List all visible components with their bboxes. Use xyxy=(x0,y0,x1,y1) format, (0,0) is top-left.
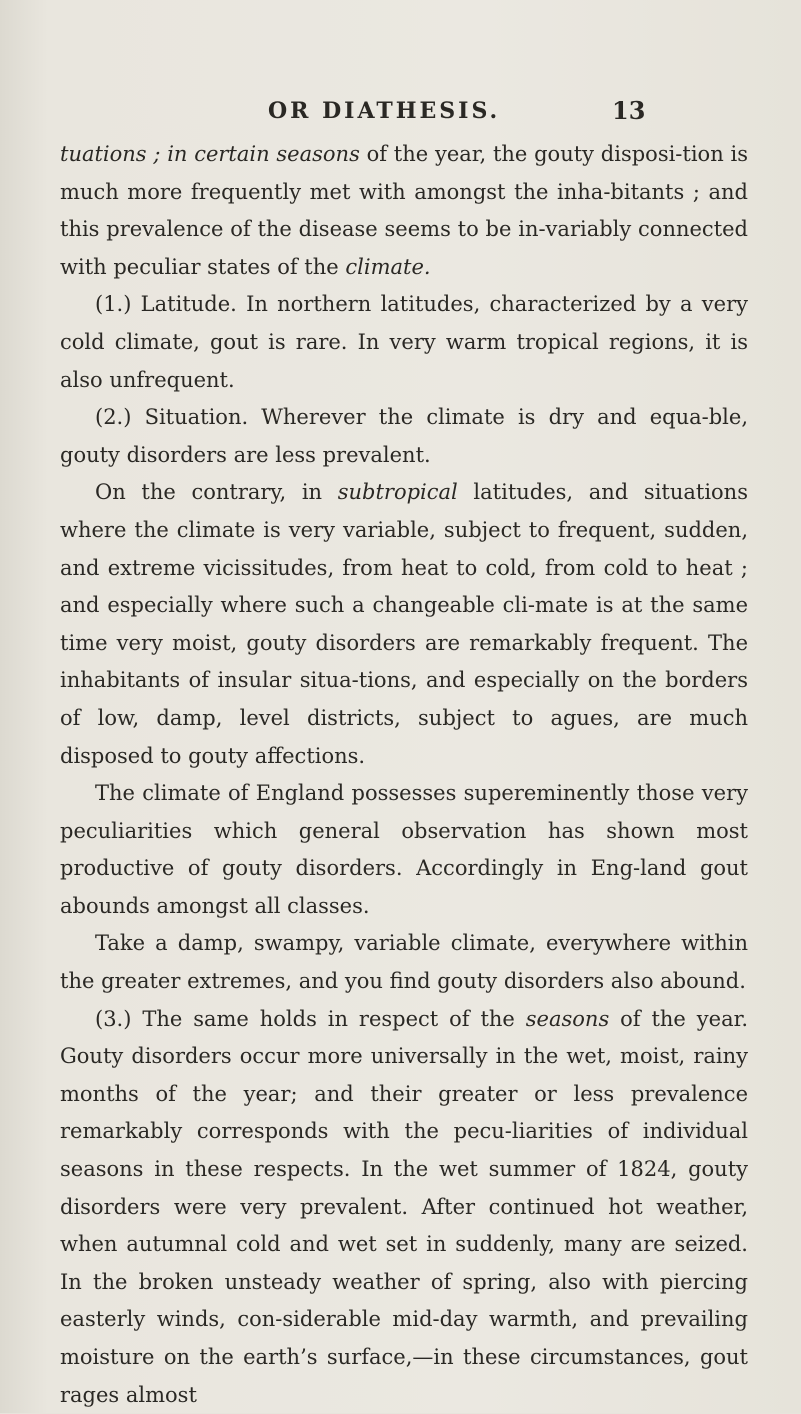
text-run: (2.) Situation. Wherever the climate is dry and equa-ble, gouty disorders are less prevalent. xyxy=(60,405,748,467)
paragraph-6 xyxy=(60,925,748,1000)
italic-text: climate. xyxy=(345,254,431,279)
text-run: On the contrary, in xyxy=(95,480,338,505)
body-text xyxy=(60,136,748,1414)
text-run: Take a damp, swampy, variable climate, everywhere within the greater extremes, and you find gouty disorders also abound. xyxy=(60,931,748,994)
paragraph-5 xyxy=(60,775,748,925)
paragraph-1 xyxy=(60,136,748,286)
italic-text: tuations ; in certain seasons xyxy=(60,142,360,166)
page-number: 13 xyxy=(612,96,646,125)
text-run: of the year. Gouty disorders occur more universally in the wet, moist, rainy months of the year; and their greater or less prevalence remarkably corresponds with the pecu-liarities of individual seasons in these respects. In the wet summer of 1824, gouty disorders were very prevalent. After continued hot weather, when autumnal cold and wet set in suddenly, many are seized. In the broken unsteady weather of spring, also with piercing easterly winds, con-siderable mid-day warmth, and prevailing moisture on the earth’s surface,—in these circumstances, gout rages almost xyxy=(60,1006,748,1407)
paragraph-7 xyxy=(60,1001,748,1414)
paragraph-3 xyxy=(60,399,748,474)
text-run: (1.) Latitude. In northern latitudes, characterized by a very cold climate, gout is rare. In very warm tropical regions, it is also unfrequent. xyxy=(60,292,748,392)
paragraph-2 xyxy=(60,286,748,399)
paragraph-4 xyxy=(60,474,748,775)
text-run: The climate of England possesses supereminently those very peculiarities which general observation has shown most productive of gouty disorders. Accordingly in Eng-land gout abounds amongst all classes. xyxy=(60,781,748,918)
running-head: OR DIATHESIS. xyxy=(268,98,501,124)
italic-text: seasons xyxy=(525,1006,610,1031)
text-run: of the year, the gouty disposi-tion is much more frequently met with amongst the inha-bitants ; and this prevalence of the disease seems to be in-variably connected with peculiar states of the xyxy=(60,142,748,279)
italic-text: subtropical xyxy=(337,480,458,505)
text-run: (3.) The same holds in respect of the xyxy=(95,1006,526,1031)
text-run: latitudes, and situations where the climate is very variable, subject to frequent, sudden, and extreme vicissitudes, from heat to cold, from cold to heat ; and especially where such a changeable cli-mate is at the same time very moist, gouty disorders are remarkably frequent. The inhabitants of insular situa-tions, and especially on the borders of low, damp, level districts, subject to agues, are much disposed to gouty affections. xyxy=(60,480,748,768)
